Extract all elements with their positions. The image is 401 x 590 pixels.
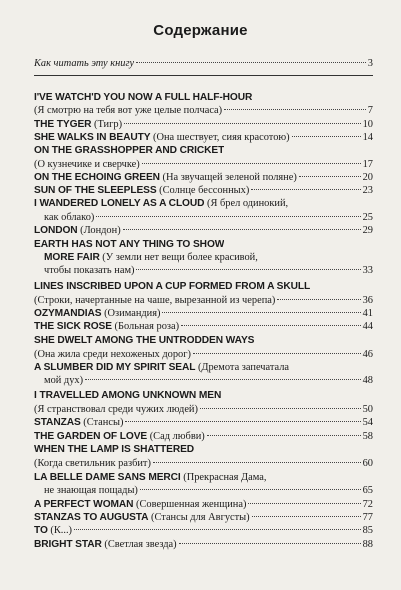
toc-translation: (Тигр): [91, 119, 123, 130]
toc-title-line: [34, 361, 289, 375]
toc-translation: (Прекрасная Дама,: [180, 472, 267, 483]
toc-translation: (Я странствовал среди чужих людей): [34, 404, 198, 415]
toc-translation: (Озимандия): [101, 308, 161, 319]
toc-entry: [34, 416, 373, 430]
dot-leader: [124, 123, 361, 124]
toc-title-line: [34, 511, 250, 525]
toc-entry: [34, 457, 373, 471]
toc-title: THE TYGER: [34, 119, 92, 130]
dot-leader: [224, 109, 366, 110]
toc-title: SHE DWELT AMONG THE UNTRODDEN WAYS: [34, 335, 255, 346]
toc-title-line: [34, 430, 205, 444]
toc-entry: [34, 197, 373, 211]
toc-title: EARTH HAS NOT ANY THING TO SHOW: [34, 239, 225, 250]
toc-entry: [34, 118, 373, 132]
toc-translation: чтобы показать нам): [44, 265, 135, 276]
toc-translation: (Дремота запечатала: [195, 362, 290, 373]
dot-leader: [251, 189, 360, 190]
page-number: 58: [362, 431, 373, 442]
dot-leader: [85, 379, 361, 380]
page-number: 44: [362, 321, 373, 332]
toc-translation: (Солнце бессонных): [156, 185, 250, 196]
toc-entry: [34, 320, 373, 334]
toc-entry: [34, 484, 373, 498]
toc-entry: [34, 158, 373, 172]
toc-translation: (Сад любви): [147, 431, 205, 442]
dot-leader: [179, 543, 361, 544]
toc-entry: [34, 211, 373, 225]
page-number: 65: [362, 485, 373, 496]
page-number: 41: [362, 308, 373, 319]
toc-entry: [34, 443, 373, 457]
toc-translation: (Я смотрю на тебя вот уже целые полчаса): [34, 105, 223, 116]
toc-title-line: [34, 197, 288, 211]
page-number: 25: [362, 212, 373, 223]
toc-translation: как облако): [44, 212, 95, 223]
toc-title: STANZAS TO AUGUSTA: [34, 512, 149, 523]
page-number: 10: [362, 119, 373, 130]
toc-title-line: [34, 118, 122, 132]
toc-entry: [34, 471, 373, 485]
toc-entry: [34, 403, 373, 417]
toc-entry: [34, 171, 373, 185]
toc-title-line: [34, 524, 72, 538]
toc-title-line: [34, 320, 179, 334]
toc-entry: [34, 251, 373, 265]
page-number: 46: [362, 349, 373, 360]
toc-translation: (Строки, начертанные на чаше, вырезанной из черепа): [34, 295, 276, 306]
dot-leader: [142, 163, 361, 164]
page-number: 3: [367, 58, 373, 69]
dot-leader: [125, 421, 360, 422]
toc-title: WHEN THE LAMP IS SHATTERED: [34, 444, 195, 455]
toc-entry: [34, 224, 373, 238]
toc-translation: мой дух): [44, 375, 84, 386]
toc-title-line: [34, 131, 290, 145]
toc-entry: [34, 389, 373, 403]
toc-title: ON THE GRASSHOPPER AND CRICKET: [34, 145, 225, 156]
dot-leader: [277, 299, 360, 300]
toc-title-line: [34, 538, 177, 552]
page-number: 7: [367, 105, 373, 116]
toc-title: I TRAVELLED AMONG UNKNOWN MEN: [34, 390, 222, 401]
toc-entry: [34, 57, 373, 71]
toc-entry: [34, 374, 373, 388]
page-number: 33: [362, 265, 373, 276]
dot-leader: [136, 269, 360, 270]
page-number: 60: [362, 458, 373, 469]
toc-title: THE SICK ROSE: [34, 321, 112, 332]
page-number: 17: [362, 159, 373, 170]
dot-leader: [96, 216, 360, 217]
toc-entry: [34, 264, 373, 278]
toc-translation: (У земли нет вещи более красивой,: [99, 252, 258, 263]
toc-entry: [34, 524, 373, 538]
toc-entry: [34, 361, 373, 375]
toc-translation: (Совершенная женщина): [133, 499, 247, 510]
page-number: 88: [362, 539, 373, 550]
dot-leader: [74, 529, 361, 530]
toc-title-line: [34, 171, 297, 185]
toc-title: I'VE WATCH'D YOU NOW A FULL HALF-HOUR: [34, 92, 253, 103]
toc-title: MORE FAIR: [44, 252, 100, 263]
toc-translation: (Она жила среди нехоженых дорог): [34, 349, 191, 360]
toc-title: BRIGHT STAR: [34, 539, 102, 550]
dot-leader: [252, 516, 361, 517]
toc-entry: [34, 280, 373, 294]
toc-entry: [34, 334, 373, 348]
page-number: 23: [362, 185, 373, 196]
page-number: 29: [362, 225, 373, 236]
dot-leader: [248, 503, 360, 504]
dot-leader: [181, 325, 361, 326]
toc-title-line: [34, 498, 246, 512]
toc-title-line: [34, 416, 123, 430]
toc-entry: [34, 131, 373, 145]
page-number: 85: [362, 525, 373, 536]
dot-leader: [153, 462, 361, 463]
page-number: 36: [362, 295, 373, 306]
divider: [34, 75, 373, 76]
toc-translation: (Стансы для Августы): [148, 512, 250, 523]
toc-translation: Как читать эту книгу: [34, 58, 135, 69]
toc-translation: (Стансы): [80, 417, 124, 428]
toc-entry: [34, 430, 373, 444]
dot-leader: [136, 62, 366, 63]
toc-title-line: [34, 307, 160, 321]
toc-title: A PERFECT WOMAN: [34, 499, 134, 510]
toc-translation: (О кузнечике и сверчке): [34, 159, 140, 170]
toc-entry: [34, 184, 373, 198]
toc-title: I WANDERED LONELY AS A CLOUD: [34, 198, 205, 209]
dot-leader: [162, 312, 360, 313]
toc-entry: [34, 348, 373, 362]
page-number: 54: [362, 417, 373, 428]
toc-entry: [34, 144, 373, 158]
dot-leader: [292, 136, 361, 137]
toc-entry: [34, 538, 373, 552]
toc-translation: (На звучащей зеленой поляне): [159, 172, 297, 183]
toc-entry: [34, 511, 373, 525]
toc-title: STANZAS: [34, 417, 81, 428]
dot-leader: [193, 353, 361, 354]
toc-translation: (Я брел одинокий,: [204, 198, 289, 209]
toc-translation: не знающая пощады): [44, 485, 138, 496]
toc-title: LONDON: [34, 225, 78, 236]
toc-entry: [34, 294, 373, 308]
page-number: 72: [362, 499, 373, 510]
page-number: 50: [362, 404, 373, 415]
dot-leader: [140, 489, 361, 490]
toc-title: THE GARDEN OF LOVE: [34, 431, 148, 442]
toc-translation: (Светлая звезда): [101, 539, 177, 550]
toc-translation: (Когда светильник разбит): [34, 458, 151, 469]
dot-leader: [200, 408, 361, 409]
toc-entry: [34, 91, 373, 105]
toc-title: SHE WALKS IN BEAUTY: [34, 132, 151, 143]
dot-leader: [207, 435, 361, 436]
toc-translation: (К...): [47, 525, 73, 536]
page-title: Содержание: [153, 22, 248, 39]
toc-title-line: [34, 251, 258, 265]
toc-entry: [34, 498, 373, 512]
dot-leader: [123, 229, 361, 230]
toc-title: LA BELLE DAME SANS MERCI: [34, 472, 181, 483]
toc-translation: (Лондон): [77, 225, 121, 236]
toc-entry: [34, 238, 373, 252]
toc-title: SUN OF THE SLEEPLESS: [34, 185, 157, 196]
toc-entry: [34, 307, 373, 321]
toc-title-line: [34, 471, 266, 485]
toc-title: A SLUMBER DID MY SPIRIT SEAL: [34, 362, 196, 373]
dot-leader: [299, 176, 361, 177]
toc-title: ON THE ECHOING GREEN: [34, 172, 160, 183]
toc-translation: (Она шествует, сияя красотою): [150, 132, 290, 143]
page-number: 48: [362, 375, 373, 386]
toc-entry: [34, 104, 373, 118]
toc-translation: (Больная роза): [111, 321, 180, 332]
toc-title-line: [34, 184, 249, 198]
toc-title: OZYMANDIAS: [34, 308, 102, 319]
toc-title: LINES INSCRIBED UPON A CUP FORMED FROM A SKULL: [34, 281, 311, 292]
page-number: 77: [362, 512, 373, 523]
page-number: 20: [362, 172, 373, 183]
toc-title: TO: [34, 525, 48, 536]
page-number: 14: [362, 132, 373, 143]
toc-title-line: [34, 224, 121, 238]
